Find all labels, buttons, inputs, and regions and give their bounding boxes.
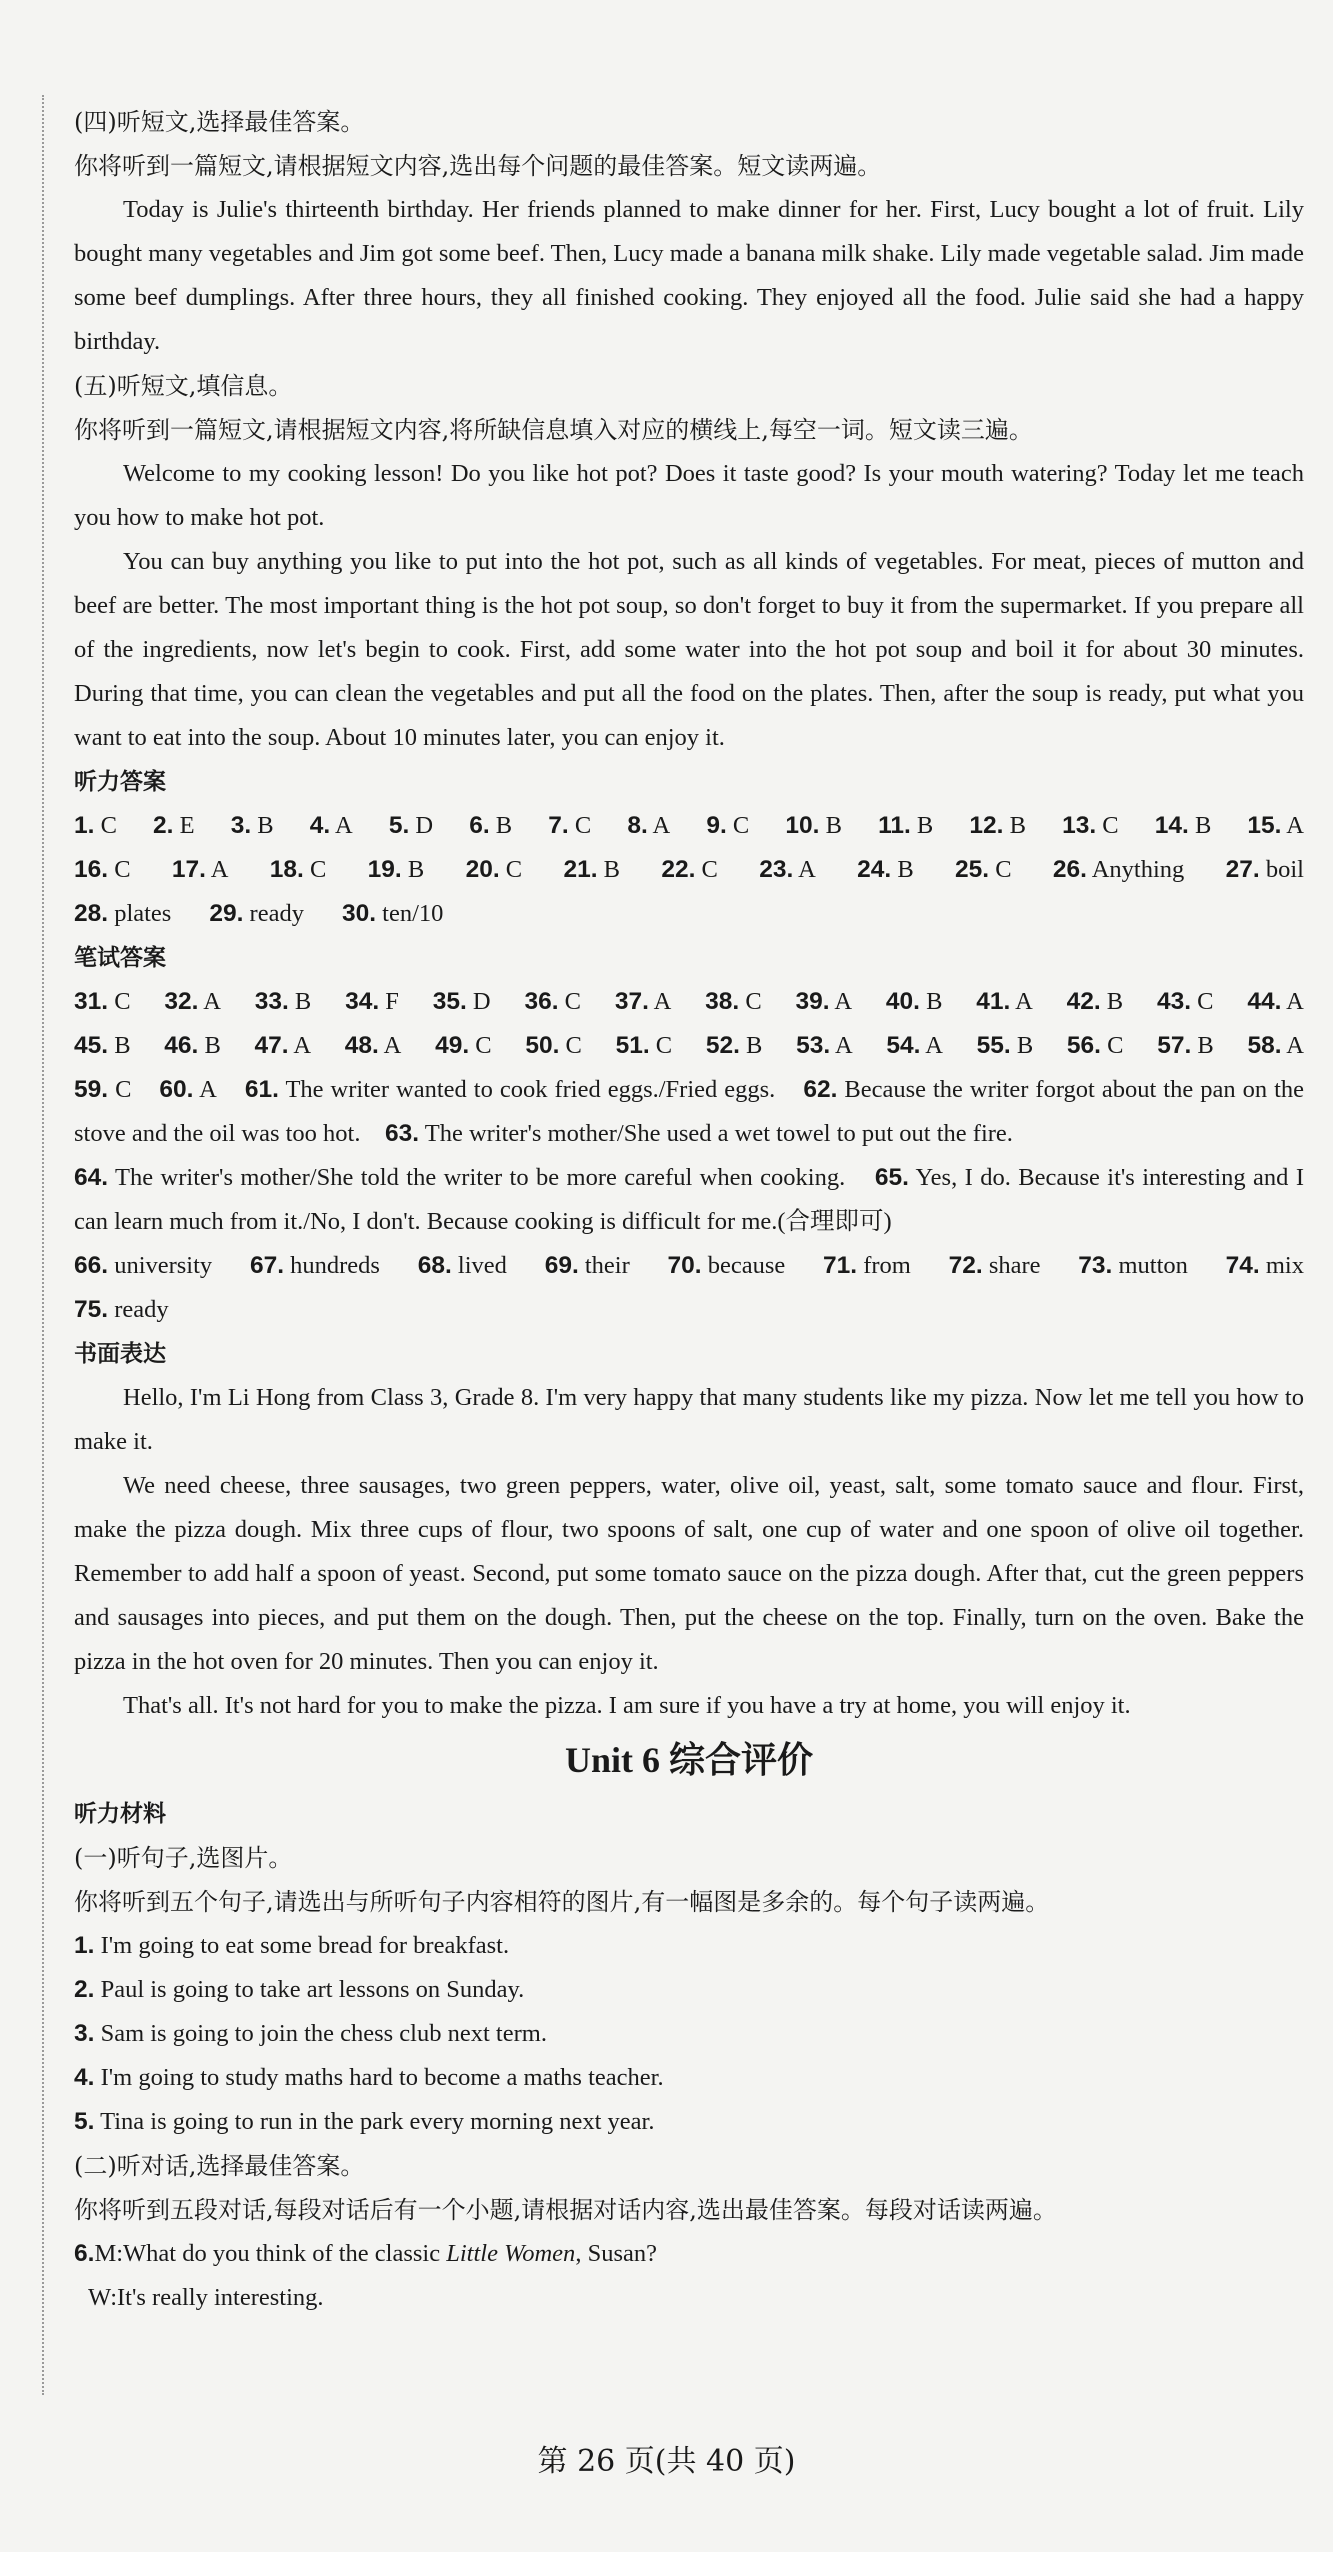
written-answers-row — [74, 1024, 1304, 1068]
listening-answers-row — [74, 848, 1304, 892]
q-num: 15. — [1247, 812, 1282, 839]
answer: C — [649, 1032, 673, 1059]
answer: C — [108, 856, 131, 883]
part5-instruction: 你将听到一篇短文,请根据短文内容,将所缺信息填入对应的横线上,每空一词。短文读三遍。 — [74, 416, 1033, 444]
q-num: 39. — [795, 988, 830, 1015]
answer-item — [1067, 1024, 1124, 1068]
answer-item — [368, 848, 425, 892]
q-num: 37. — [614, 988, 649, 1015]
answer-item — [615, 980, 672, 1024]
q-num: 6. — [74, 2240, 95, 2267]
unit6-part2-instruction: 你将听到五段对话,每段对话后有一个小题,请根据对话内容,选出最佳答案。每段对话读两遍。 — [74, 2196, 1057, 2224]
answer: because — [701, 1252, 786, 1279]
content — [74, 100, 1304, 2320]
part4-heading: (四)听短文,选择最佳答案。 — [74, 108, 365, 136]
q-num: 56. — [1066, 1032, 1101, 1059]
q-num: 72. — [948, 1252, 983, 1279]
answer: B — [108, 1032, 131, 1059]
q-num: 31. — [74, 988, 109, 1015]
q-num: 14. — [1154, 812, 1189, 839]
q-num: 71. — [823, 1252, 858, 1279]
answer-item — [759, 848, 816, 892]
unit-title: Unit 6 综合评价 — [564, 1740, 813, 1780]
q-num: 69. — [544, 1252, 579, 1279]
dialogue-text: W:It's really interesting. — [88, 2284, 324, 2311]
answer-item — [345, 1024, 402, 1068]
answer: A — [1010, 988, 1033, 1015]
q-num: 7. — [548, 812, 569, 839]
q-num: 18. — [269, 856, 304, 883]
sentence-item — [74, 2100, 1304, 2144]
answer-item — [433, 980, 491, 1024]
answer-item — [466, 848, 523, 892]
answer: mutton — [1112, 1252, 1188, 1279]
answer: C — [559, 1032, 582, 1059]
written-answers-row — [74, 980, 1304, 1024]
q-num: 30. — [341, 900, 377, 927]
answer: C — [1100, 1032, 1124, 1059]
answer-item — [435, 1024, 492, 1068]
q-num: 74. — [1225, 1252, 1260, 1279]
answer-item — [878, 804, 933, 848]
q-num: 13. — [1062, 812, 1097, 839]
answer-item — [172, 848, 229, 892]
answer: E — [173, 812, 195, 839]
q-num: 17. — [171, 856, 206, 883]
answer: A — [288, 1032, 312, 1059]
q-num: 66. — [74, 1252, 109, 1279]
q-num: 73. — [1078, 1252, 1113, 1279]
answer: mix — [1259, 1252, 1304, 1279]
sentence-text: Paul is going to take art lessons on Sunday. — [94, 1976, 525, 2003]
dialogue-6-w — [74, 2276, 1304, 2320]
answer-item — [164, 980, 221, 1024]
writing-para1: Hello, I'm Li Hong from Class 3, Grade 8. I'm very happy that many students like my pizza. Now let me tell you how to make it. — [74, 1384, 1304, 1455]
answer: A — [1281, 1032, 1304, 1059]
answer-item — [255, 1024, 312, 1068]
answer-item — [74, 1024, 131, 1068]
answer-item — [524, 980, 581, 1024]
answer-item — [389, 804, 433, 848]
q-num: 50. — [525, 1032, 560, 1059]
sentence-item — [74, 1924, 1304, 1968]
sentence-list — [74, 1924, 1304, 2144]
answer: C — [469, 1032, 492, 1059]
q-num: 38. — [705, 988, 740, 1015]
answer: C — [726, 812, 750, 839]
answer-item — [1053, 848, 1184, 892]
answer: B — [1003, 812, 1026, 839]
answer: Yes, I do. Because it's interesting and I can learn much from it./No, I don't. Because cooking is difficult for me.(合理即可) — [74, 1164, 1304, 1235]
answer-item — [616, 1024, 673, 1068]
q-num: 5. — [388, 812, 410, 839]
unit6-part1-instruction: 你将听到五个句子,请选出与所听句子内容相符的图片,有一幅图是多余的。每个句子读两遍。 — [74, 1888, 1050, 1916]
answer-item — [886, 980, 943, 1024]
answer: B — [489, 812, 513, 839]
answer: C — [695, 856, 718, 883]
answer: C — [108, 988, 131, 1015]
q-num: 19. — [367, 856, 402, 883]
q-num: 29. — [209, 900, 244, 927]
q-num: 26. — [1052, 856, 1087, 883]
margin-rule — [42, 95, 44, 2395]
q-num: 53. — [796, 1032, 831, 1059]
answer: share — [982, 1252, 1041, 1279]
part5-para2: You can buy anything you like to put into the hot pot, such as all kinds of vegetables. For meat, pieces of mutton and beef are better. The most important thing is the hot pot soup, so don't forget to buy it from the supermarket. If you prepare all of the ingredients, now let's begin to cook. First, add some water into the hot pot soup and boil it for about 30 minutes. During that time, you can clean the vegetables and put all the food on the plates. Then, after the soup is ready, put what you want to eat into the soup. About 10 minutes later, you can enjoy it. — [74, 548, 1304, 751]
answer: C — [115, 1076, 132, 1103]
answer: B — [251, 812, 274, 839]
answer-item — [949, 1244, 1041, 1288]
listening-answers-heading: 听力答案 — [74, 769, 166, 795]
answer: C — [1191, 988, 1214, 1015]
answer: The writer wanted to cook fried eggs./Fried eggs. — [285, 1076, 776, 1103]
q-num: 12. — [969, 812, 1004, 839]
answer: A — [199, 1076, 217, 1103]
answer: B — [739, 1032, 763, 1059]
q-num: 68. — [417, 1252, 452, 1279]
answer: Anything — [1086, 856, 1185, 883]
answer-item — [955, 848, 1012, 892]
q-num: 54. — [886, 1032, 921, 1059]
answer: university — [108, 1252, 213, 1279]
written-answers-64-65 — [74, 1156, 1304, 1244]
answer-item — [977, 1024, 1034, 1068]
q-num: 8. — [627, 812, 648, 839]
q-num: 21. — [563, 856, 598, 883]
written-answers-75 — [74, 1288, 1304, 1332]
answer: D — [466, 988, 491, 1015]
q-num: 41. — [976, 988, 1011, 1015]
answer: B — [1100, 988, 1124, 1015]
answer-item — [548, 804, 591, 848]
answer-item — [1247, 804, 1304, 848]
answer: C — [1096, 812, 1119, 839]
answer: F — [379, 988, 399, 1015]
answer-item — [231, 804, 274, 848]
q-num: 11. — [878, 812, 911, 839]
answer-item — [969, 804, 1026, 848]
answer-item — [706, 804, 749, 848]
answer: The writer's mother/She told the writer to be more careful when cooking. — [115, 1164, 846, 1191]
q-num: 5. — [74, 2108, 95, 2135]
part4-passage: Today is Julie's thirteenth birthday. Her friends planned to make dinner for her. First, Lucy bought a lot of fruit. Lily bought many vegetables and Jim got some beef. Then, Lucy made a banana milk shake. Lily made vegetable salad. Jim made some beef dumplings. After three hours, they all finished cooking. They enjoyed all the food. Julie said she had a happy birthday. — [74, 196, 1304, 355]
answer-item — [1226, 1244, 1304, 1288]
listening-answers-row — [74, 804, 1304, 848]
answer: B — [401, 856, 425, 883]
answer-item — [270, 848, 327, 892]
answer-item — [74, 804, 117, 848]
answer: B — [597, 856, 620, 883]
answer: C — [499, 856, 523, 883]
q-num: 46. — [164, 1032, 199, 1059]
dialogue-text: , Susan? — [575, 2240, 657, 2267]
q-num: 58. — [1247, 1032, 1282, 1059]
answer: A — [830, 1032, 853, 1059]
answer-item — [668, 1244, 786, 1288]
answer-item — [1078, 1244, 1188, 1288]
part5-heading: (五)听短文,填信息。 — [74, 372, 293, 400]
q-num: 51. — [615, 1032, 650, 1059]
q-num: 63. — [384, 1120, 420, 1147]
q-num: 33. — [254, 988, 289, 1015]
answer: B — [1191, 1032, 1214, 1059]
q-num: 40. — [885, 988, 920, 1015]
q-num: 28. — [74, 900, 109, 927]
q-num: 45. — [74, 1032, 109, 1059]
listening-answers-row — [74, 892, 1304, 936]
answer: boil — [1259, 856, 1304, 883]
q-num: 6. — [469, 812, 490, 839]
answer: ten/10 — [376, 900, 444, 927]
answer-item — [1157, 980, 1214, 1024]
q-num: 2. — [74, 1976, 95, 2003]
q-num: 20. — [465, 856, 500, 883]
answer-item — [525, 1024, 582, 1068]
unit6-part2-heading: (二)听对话,选择最佳答案。 — [74, 2152, 365, 2180]
q-num: 47. — [254, 1032, 289, 1059]
answer: D — [409, 812, 434, 839]
part4-instruction: 你将听到一篇短文,请根据短文内容,选出每个问题的最佳答案。短文读两遍。 — [74, 152, 882, 180]
answer-item — [627, 804, 670, 848]
q-num: 16. — [74, 856, 109, 883]
sentence-text: I'm going to study maths hard to become a maths teacher. — [94, 2064, 664, 2091]
answer: A — [1281, 988, 1304, 1015]
answer-item — [705, 980, 762, 1024]
answer: A — [647, 812, 671, 839]
answer-item — [418, 1244, 507, 1288]
answer-item — [310, 804, 353, 848]
answer: A — [205, 856, 229, 883]
answer: C — [568, 812, 592, 839]
sentence-text: I'm going to eat some bread for breakfast. — [94, 1932, 510, 1959]
unit6-part1-heading: (一)听句子,选图片。 — [74, 1844, 293, 1872]
answer-item — [857, 848, 914, 892]
answer-item — [823, 1244, 911, 1288]
q-num: 10. — [785, 812, 820, 839]
answer: A — [793, 856, 816, 883]
q-num: 60. — [159, 1076, 194, 1103]
answer-item — [74, 980, 131, 1024]
answer: C — [94, 812, 117, 839]
q-num: 3. — [74, 2020, 95, 2047]
answer: The writer's mother/She used a wet towel to put out the fire. — [424, 1120, 1013, 1147]
page-footer: 第 26 页(共 40 页) — [537, 2444, 796, 2479]
dialogue-6-m — [74, 2232, 1304, 2276]
q-num: 3. — [230, 812, 252, 839]
answer: A — [920, 1032, 943, 1059]
q-num: 36. — [524, 988, 559, 1015]
answer-item — [153, 804, 195, 848]
answer-item — [345, 980, 399, 1024]
answer: plates — [108, 900, 172, 927]
q-num: 62. — [803, 1076, 838, 1103]
answer-item — [1247, 1024, 1304, 1068]
answer-item — [1157, 1024, 1214, 1068]
q-num: 70. — [667, 1252, 702, 1279]
answer-item — [342, 892, 443, 936]
q-num: 52. — [705, 1032, 740, 1059]
answer: C — [739, 988, 762, 1015]
answer: B — [1188, 812, 1212, 839]
sentence-text: Tina is going to run in the park every morning next year. — [94, 2108, 655, 2135]
answer-item — [796, 1024, 853, 1068]
sentence-item — [74, 1968, 1304, 2012]
writing-para2: We need cheese, three sausages, two green peppers, water, olive oil, yeast, salt, some tomato sauce and flour. First, make the pizza dough. Mix three cups of flour, two spoons of salt, one cup of water and one spoon of olive oil together. Remember to add half a spoon of yeast. Second, put some tomato sauce on the pizza dough. After that, cut the green peppers and sausages into pieces, and put them on the dough. Then, put the cheese on the top. Finally, turn on the oven. Bake the pizza in the hot oven for 20 minutes. Then you can enjoy it. — [74, 1472, 1304, 1675]
part5-para1: Welcome to my cooking lesson! Do you like hot pot? Does it taste good? Is your mouth watering? Today let me teach you how to make hot pot. — [74, 460, 1304, 531]
answer: lived — [451, 1252, 507, 1279]
q-num: 22. — [661, 856, 696, 883]
answer-item — [1155, 804, 1212, 848]
q-num: 75. — [74, 1296, 109, 1323]
answer-item — [1247, 980, 1304, 1024]
answer: ready — [243, 900, 304, 927]
written-answers-row — [74, 1244, 1304, 1288]
q-num: 44. — [1247, 988, 1282, 1015]
q-num: 43. — [1156, 988, 1192, 1015]
q-num: 25. — [955, 856, 990, 883]
answer: A — [198, 988, 221, 1015]
book-title: Little Women — [446, 2240, 576, 2267]
answer-item — [1226, 848, 1304, 892]
q-num: 57. — [1157, 1032, 1192, 1059]
q-num: 32. — [164, 988, 199, 1015]
answer-item — [250, 1244, 380, 1288]
answer: Because the writer forgot about the pan on the stove and the oil was too hot. — [74, 1076, 1305, 1147]
q-num: 35. — [432, 988, 467, 1015]
q-num: 48. — [344, 1032, 379, 1059]
sentence-text: Sam is going to join the chess club next term. — [94, 2020, 547, 2047]
answer: A — [1281, 812, 1304, 839]
answer-item — [785, 804, 842, 848]
q-num: 9. — [706, 812, 727, 839]
q-num: 49. — [435, 1032, 470, 1059]
answer-item — [976, 980, 1033, 1024]
q-num: 34. — [345, 988, 380, 1015]
sentence-item — [74, 2012, 1304, 2056]
q-num: 4. — [309, 812, 331, 839]
answer-item — [886, 1024, 943, 1068]
answer: ready — [114, 1296, 169, 1323]
answer: B — [288, 988, 312, 1015]
q-num: 1. — [74, 1932, 95, 1959]
answer: B — [1010, 1032, 1034, 1059]
q-num: 61. — [244, 1076, 279, 1103]
answer-item — [74, 1244, 212, 1288]
answer-item — [796, 980, 853, 1024]
q-num: 59. — [74, 1076, 109, 1103]
writing-heading: 书面表达 — [74, 1341, 166, 1367]
answer: A — [829, 988, 853, 1015]
q-num: 1. — [74, 812, 95, 839]
answer: A — [330, 812, 353, 839]
dialogue-text: M:What do you think of the classic — [94, 2240, 447, 2267]
answer: A — [648, 988, 672, 1015]
answer-item — [469, 804, 512, 848]
written-answers-heading: 笔试答案 — [74, 945, 166, 971]
q-num: 23. — [759, 856, 794, 883]
answer: C — [303, 856, 327, 883]
q-num: 4. — [74, 2064, 95, 2091]
materials-heading: 听力材料 — [74, 1801, 166, 1827]
answer-item — [74, 892, 171, 936]
sentence-item — [74, 2056, 1304, 2100]
answer-item — [661, 848, 718, 892]
answer-item — [563, 848, 620, 892]
answer-item — [255, 980, 312, 1024]
answer-item — [706, 1024, 763, 1068]
answer: B — [198, 1032, 221, 1059]
q-num: 67. — [249, 1252, 285, 1279]
answer-item — [1067, 980, 1124, 1024]
answer: C — [989, 856, 1012, 883]
answer-item — [1062, 804, 1119, 848]
answer: their — [578, 1252, 630, 1279]
answer-item — [209, 892, 304, 936]
answer-item — [74, 848, 131, 892]
answer: B — [891, 856, 914, 883]
answer: A — [378, 1032, 402, 1059]
q-num: 24. — [857, 856, 892, 883]
answer: B — [919, 988, 943, 1015]
answer: hundreds — [284, 1252, 380, 1279]
q-num: 55. — [976, 1032, 1011, 1059]
q-num: 42. — [1066, 988, 1101, 1015]
writing-para3: That's all. It's not hard for you to make the pizza. I am sure if you have a try at home, you will enjoy it. — [123, 1692, 1131, 1719]
answer: B — [910, 812, 934, 839]
q-num: 2. — [153, 812, 174, 839]
answer-item — [545, 1244, 630, 1288]
answer: B — [819, 812, 842, 839]
answer-item — [164, 1024, 221, 1068]
answer: C — [558, 988, 581, 1015]
written-answers-59-62 — [74, 1068, 1304, 1156]
q-num: 64. — [74, 1164, 109, 1191]
q-num: 65. — [874, 1164, 909, 1191]
q-num: 27. — [1225, 856, 1260, 883]
answer: from — [857, 1252, 911, 1279]
